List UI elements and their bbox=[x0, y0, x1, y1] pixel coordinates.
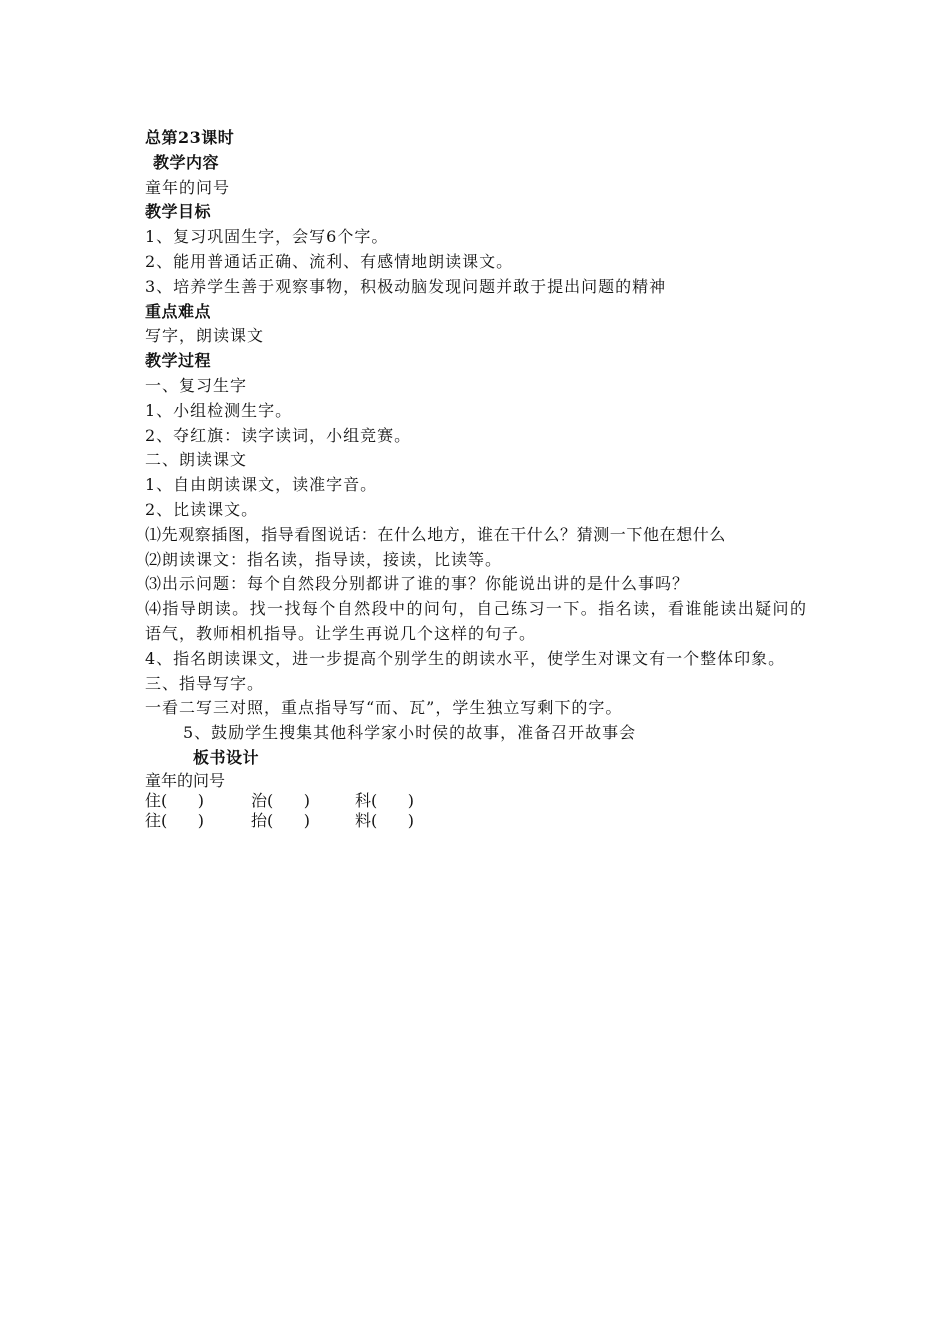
process-line: ⑴先观察插图，指导看图说话：在什么地方，谁在干什么？猜测一下他在想什么 bbox=[145, 524, 727, 544]
process-line: 1、小组检测生字。 bbox=[145, 400, 293, 420]
board-cell: 抬( ) bbox=[251, 810, 311, 830]
goal-item: 3、培养学生善于观察事物，积极动脑发现问题并敢于提出问题的精神 bbox=[145, 276, 667, 296]
content-heading: 教学内容 bbox=[153, 152, 220, 172]
process-line: 5、鼓励学生搜集其他科学家小时侯的故事，准备召开故事会 bbox=[183, 723, 637, 743]
process-line: ⑵朗读课文：指名读，指导读，接读，比读等。 bbox=[145, 549, 503, 569]
process-line: ⑶出示问题：每个自然段分别都讲了谁的事？你能说出讲的是什么事吗？ bbox=[145, 574, 690, 594]
content-text: 童年的问号 bbox=[145, 177, 231, 197]
process-line: 三、指导写字。 bbox=[145, 673, 265, 693]
board-cell: 科( ) bbox=[355, 790, 415, 810]
board-cell: 治( ) bbox=[251, 790, 311, 810]
process-paragraph: ⑷指导朗读。找一找每个自然段中的问句，自己练习一下。指名读，看谁能读出疑问的语气，教师相机指导。让学生再说几个这样的句子。 bbox=[145, 599, 807, 643]
process-line: 一、复习生字 bbox=[145, 375, 248, 395]
goal-item: 2、能用普通话正确、流利、有感情地朗读课文。 bbox=[145, 251, 514, 271]
key-points-heading: 重点难点 bbox=[145, 301, 212, 321]
process-line: 2、夺红旗：读字读词，小组竞赛。 bbox=[145, 425, 412, 445]
board-design-heading: 板书设计 bbox=[193, 747, 260, 767]
board-design bbox=[145, 771, 813, 831]
lesson-number-title: 总第23课时 bbox=[145, 128, 235, 147]
goal-item: 1、复习巩固生字，会写6个字。 bbox=[145, 227, 389, 247]
board-row bbox=[145, 811, 813, 831]
process-paragraph: 4、指名朗读课文，进一步提高个别学生的朗读水平，使学生对课文有一个整体印象。 bbox=[145, 648, 786, 668]
process-line: 1、自由朗读课文，读准字音。 bbox=[145, 475, 378, 495]
board-cell: 料( ) bbox=[355, 810, 415, 830]
board-cell: 往( ) bbox=[145, 810, 205, 830]
board-row bbox=[145, 791, 813, 811]
process-line: 二、朗读课文 bbox=[145, 450, 248, 470]
key-points-text: 写字，朗读课文 bbox=[145, 326, 265, 346]
board-title: 童年的问号 bbox=[145, 770, 226, 790]
process-heading: 教学过程 bbox=[145, 351, 212, 371]
board-cell: 住( ) bbox=[145, 790, 205, 810]
process-line: 2、比读课文。 bbox=[145, 499, 259, 519]
lesson-plan bbox=[145, 126, 813, 831]
goals-heading: 教学目标 bbox=[145, 202, 212, 222]
process-line: 一看二写三对照，重点指导写“而、瓦”，学生独立写剩下的字。 bbox=[145, 698, 623, 718]
